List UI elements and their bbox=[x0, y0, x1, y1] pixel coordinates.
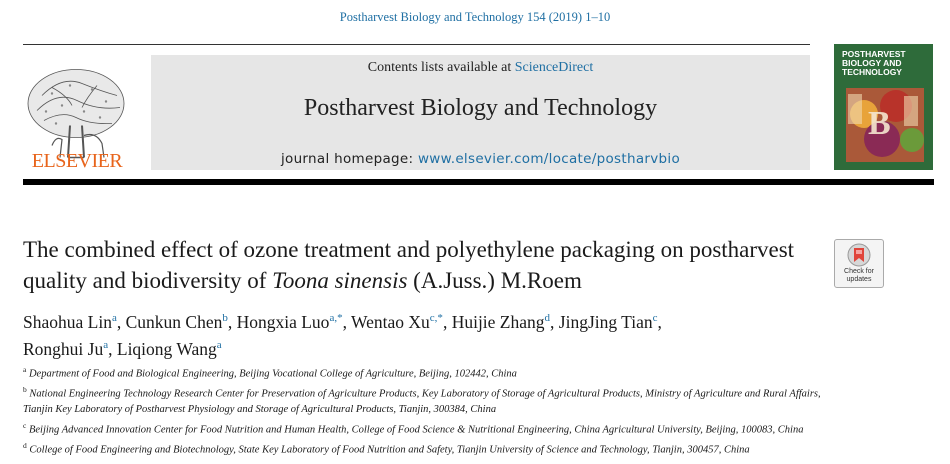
check-for-updates-badge[interactable] bbox=[834, 239, 884, 288]
affiliation-text: National Engineering Technology Research Center for Preservation of Agriculture Products, Key Laboratory of Storage of Agricultural Products, Ministry of Agriculture and Rural Affairs, Tianjin Key Laboratory of Postharvest Physiology and Storage of Agricultural Products, Tianjin, 300384, China bbox=[23, 388, 821, 415]
title-part-2: (A.Juss.) M.Roem bbox=[407, 268, 582, 293]
affiliation-key: c bbox=[23, 420, 27, 430]
author-list: Shaohua Lin$^a$, Cunkun Chen$^b$, Hongxia Luo$^{a,*}$, Wentao $Xu^{c,*}$, Huijie Zhang$^d$, JingJing Tian$^c$, Ronghui Ju$^a$, Liqiong Wang$^a$ bbox=[23, 311, 662, 359]
author-name[interactable]: Hongxia Luo bbox=[236, 311, 330, 332]
author-affiliation-marker[interactable]: a bbox=[103, 338, 109, 351]
title-part-1: The combined effect of ozone treatment and polyethylene packaging on postharvest quality and biodiversity of bbox=[23, 237, 795, 293]
affiliation-text: Department of Food and Biological Engineering, Beijing Vocational College of Agriculture, Beijing, 102442, China bbox=[26, 368, 517, 380]
affiliation-text: Beijing Advanced Innovation Center for Food Nutrition and Human Health, College of Food Science & Nutritional Engineering, China Agricultural University, Beijing, 100083, China bbox=[26, 424, 804, 435]
cover-title-line: POSTHARVEST bbox=[842, 49, 906, 59]
author-affiliation-marker[interactable]: c bbox=[652, 312, 658, 324]
svg-text:B: B bbox=[868, 105, 891, 142]
contents-line bbox=[151, 60, 810, 76]
homepage-prefix: journal homepage: bbox=[280, 151, 418, 167]
author-name[interactable]: JingJing Tian bbox=[558, 311, 653, 332]
article-title bbox=[23, 234, 813, 296]
homepage-link[interactable]: www.elsevier.com/locate/postharvbio bbox=[417, 151, 681, 167]
author-name[interactable]: Shaohua Lin bbox=[23, 311, 112, 332]
author-name[interactable]: Huijie Zhang bbox=[451, 311, 545, 332]
title-species: Toona sinensis bbox=[272, 268, 408, 293]
cover-artwork bbox=[834, 44, 933, 170]
affiliation-list bbox=[23, 362, 823, 458]
author-affiliation-marker[interactable]: a bbox=[111, 312, 117, 324]
affiliation-text: College of Food Engineering and Biotechnology, State Key Laboratory of Food Nutrition and Safety, Tianjin University of Science and Technology, Tianjin, 300457, China bbox=[26, 444, 750, 455]
affiliation-item bbox=[23, 418, 823, 438]
affiliation-item bbox=[23, 382, 823, 418]
journal-banner bbox=[151, 55, 810, 170]
elsevier-wordmark: ELSEVIER bbox=[31, 150, 123, 172]
author-affiliation-marker[interactable]: c,* bbox=[429, 312, 443, 324]
contents-prefix: Contents lists available at bbox=[367, 60, 515, 75]
header-rule bbox=[23, 44, 810, 45]
author-affiliation-marker[interactable]: d bbox=[544, 312, 551, 324]
author-affiliation-marker[interactable]: b bbox=[222, 312, 228, 324]
author-affiliation-marker[interactable]: a,* bbox=[329, 312, 343, 324]
affiliation-item bbox=[23, 362, 823, 382]
affiliation-key: d bbox=[23, 440, 27, 450]
cover-title-line: TECHNOLOGY bbox=[842, 67, 902, 77]
author-name[interactable]: Liqiong Wang bbox=[116, 338, 217, 359]
affiliation-key: a bbox=[23, 365, 27, 374]
author-name[interactable]: Cunkun Chen bbox=[125, 311, 223, 332]
author-name[interactable]: Wentao Xu bbox=[351, 311, 430, 332]
journal-citation: Postharvest Biology and Technology 154 (2019) 1–10 bbox=[339, 10, 611, 24]
author-name[interactable]: Ronghui Ju bbox=[23, 338, 104, 359]
header-thick-rule bbox=[23, 179, 934, 185]
sciencedirect-link[interactable]: ScienceDirect bbox=[514, 60, 594, 75]
journal-title: Postharvest Biology and Technology bbox=[303, 95, 658, 121]
journal-homepage bbox=[151, 151, 810, 167]
cover-title-line: BIOLOGY AND bbox=[842, 58, 902, 68]
journal-cover-image bbox=[834, 44, 933, 170]
bookmark-icon bbox=[835, 242, 883, 270]
check-for-updates-label: Check for updates bbox=[844, 268, 874, 283]
affiliation-item bbox=[23, 438, 823, 458]
affiliation-key: b bbox=[23, 385, 27, 394]
author-affiliation-marker[interactable]: a bbox=[216, 338, 222, 351]
